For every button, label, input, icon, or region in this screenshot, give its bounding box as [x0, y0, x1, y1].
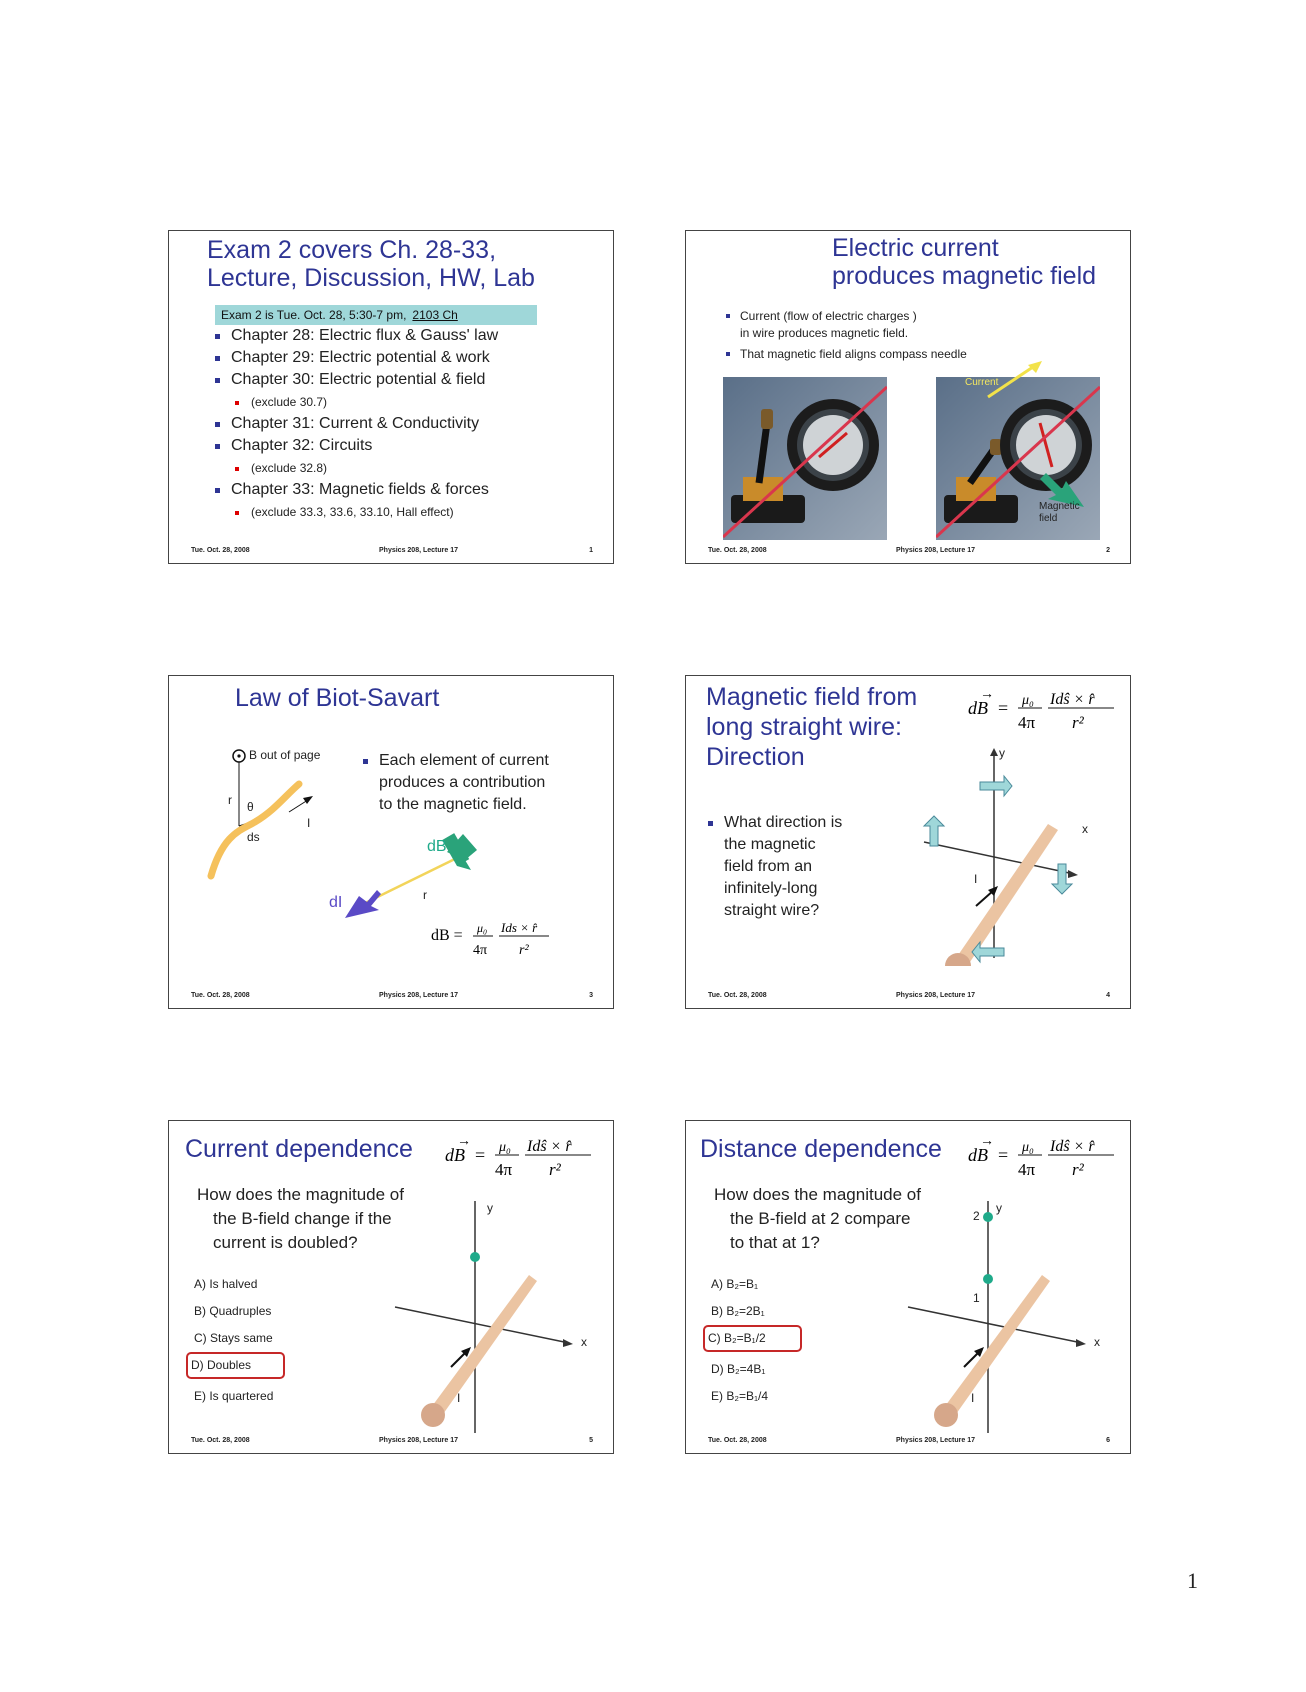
- slide-title: Distance dependence: [700, 1135, 942, 1163]
- biot-savart-formula: [431, 912, 561, 962]
- x-axis-label: x: [1082, 822, 1088, 836]
- r-vector-label: r: [423, 888, 427, 902]
- question-line: How does the magnitude of: [714, 1185, 921, 1204]
- y-axis-label: y: [487, 1201, 493, 1215]
- slide-footer: [191, 547, 593, 559]
- slide-footer: [708, 547, 1110, 559]
- dI-label: dI: [329, 894, 343, 911]
- svg-text:4π: 4π: [473, 943, 488, 958]
- list-item: Chapter 29: Electric potential & work: [213, 347, 498, 369]
- exam-info: Exam 2 is Tue. Oct. 28, 5:30-7 pm,: [221, 308, 407, 322]
- footer-date: Tue. Oct. 28, 2008: [191, 547, 250, 554]
- list-item-cont: in wire produces magnetic field.: [740, 326, 909, 340]
- svg-text:r²: r²: [1072, 713, 1084, 732]
- y-axis-label: y: [996, 1201, 1002, 1215]
- svg-text:dB =: dB =: [431, 927, 463, 944]
- slide-title: [207, 236, 535, 292]
- list-item: Chapter 28: Electric flux & Gauss' law: [213, 325, 498, 347]
- choice-c-selected[interactable]: C) B₂=B₁/2: [703, 1325, 802, 1352]
- wire-field-direction-diagram: [908, 746, 1108, 966]
- choice-b[interactable]: B) B₂=2B₁: [711, 1304, 765, 1318]
- x-axis-label: x: [1094, 1335, 1100, 1349]
- point-2-label: 2: [973, 1209, 980, 1223]
- bullet-list: [724, 307, 967, 363]
- list-subitem: (exclude 33.3, 33.6, 33.10, Hall effect): [213, 501, 498, 523]
- svg-text:4π: 4π: [495, 1160, 513, 1179]
- bullet-line: infinitely-long: [724, 880, 818, 897]
- question-line: How does the magnitude of: [197, 1185, 404, 1204]
- svg-text:=: =: [475, 1145, 486, 1165]
- x-axis-label: x: [581, 1335, 587, 1349]
- wire-axes-diagram: [389, 1197, 599, 1437]
- list-item: [361, 750, 549, 816]
- question-text: [197, 1183, 404, 1255]
- current-I-label: I: [457, 1391, 461, 1405]
- list-subitem: (exclude 30.7): [213, 391, 498, 413]
- footer-course: Physics 208, Lecture 17: [896, 1437, 975, 1444]
- slide-footer: [708, 992, 1110, 1004]
- svg-text:dB: dB: [445, 1145, 465, 1165]
- slide-number: 3: [589, 992, 593, 999]
- bullet-line: to the magnetic field.: [379, 796, 527, 813]
- list-item: [706, 812, 842, 922]
- theta-label: θ: [247, 800, 254, 814]
- wire-segment-diagram: [189, 742, 319, 882]
- svg-text:μ₀: μ₀: [499, 1140, 511, 1155]
- current-I-label: I: [974, 872, 978, 886]
- title-line: produces magnetic field: [832, 262, 1097, 290]
- biot-savart-formula: [968, 682, 1118, 738]
- bullet-line: produces a contribution: [379, 774, 546, 791]
- slide-number: 2: [1106, 547, 1110, 554]
- slide-4: [685, 675, 1131, 1009]
- footer-course: Physics 208, Lecture 17: [379, 547, 458, 554]
- bullet-line: What direction is: [724, 814, 843, 831]
- label-line: Magnetic: [1039, 501, 1080, 512]
- slide-footer: [191, 1437, 593, 1449]
- choice-d[interactable]: D) B₂=4B₁: [711, 1362, 766, 1376]
- slide-title: Law of Biot-Savart: [235, 684, 440, 712]
- footer-date: Tue. Oct. 28, 2008: [708, 992, 767, 999]
- biot-savart-formula: [968, 1129, 1118, 1185]
- bullet-line: the magnetic: [724, 836, 816, 853]
- svg-text:μ₀: μ₀: [1022, 693, 1034, 708]
- bullet-line: straight wire?: [724, 902, 820, 919]
- footer-date: Tue. Oct. 28, 2008: [191, 1437, 250, 1444]
- footer-date: Tue. Oct. 28, 2008: [708, 1437, 767, 1444]
- title-line: Magnetic field from: [706, 683, 918, 711]
- svg-text:=: =: [998, 698, 1009, 718]
- question-line: current is doubled?: [213, 1233, 358, 1252]
- compass-photo-before: [723, 377, 887, 540]
- current-label: Current: [965, 377, 999, 388]
- slide-number: 5: [589, 1437, 593, 1444]
- choice-a[interactable]: A) Is halved: [194, 1277, 258, 1291]
- svg-text:μ₀: μ₀: [477, 921, 488, 935]
- list-item: Current (flow of electric charges ): [724, 307, 967, 325]
- choice-e[interactable]: E) B₂=B₁/4: [711, 1389, 769, 1403]
- slide-footer: [191, 992, 593, 1004]
- current-I-label: I: [307, 816, 311, 830]
- slide-title: Current dependence: [185, 1135, 413, 1163]
- list-item: Chapter 33: Magnetic fields & forces: [213, 479, 498, 501]
- footer-date: Tue. Oct. 28, 2008: [191, 992, 250, 999]
- bullet-list: [361, 750, 549, 816]
- slide-number: 6: [1106, 1437, 1110, 1444]
- svg-text:Idŝ × r̂: Idŝ × r̂: [1050, 691, 1095, 708]
- slide-footer: [708, 1437, 1110, 1449]
- svg-text:Idŝ × r̂: Idŝ × r̂: [527, 1138, 572, 1155]
- svg-text:→: →: [980, 1134, 994, 1149]
- point-1-label: 1: [973, 1291, 980, 1305]
- slide-1: [168, 230, 614, 564]
- bullet-line: field from an: [724, 858, 813, 875]
- chapter-list: [213, 325, 498, 523]
- svg-text:4π: 4π: [1018, 1160, 1036, 1179]
- y-axis-label: y: [999, 746, 1005, 760]
- r-label: r: [228, 793, 232, 807]
- biot-savart-formula: [445, 1129, 595, 1185]
- list-item: Chapter 30: Electric potential & field: [213, 369, 498, 391]
- choice-a[interactable]: A) B₂=B₁: [711, 1277, 759, 1291]
- svg-text:dB: dB: [968, 698, 988, 718]
- slide-title: [832, 234, 1096, 290]
- title-line: Exam 2 covers Ch. 28-33,: [207, 236, 497, 264]
- svg-text:r²: r²: [519, 943, 529, 958]
- list-item: Chapter 32: Circuits: [213, 435, 498, 457]
- label-line: field: [1039, 513, 1058, 524]
- svg-text:μ₀: μ₀: [1022, 1140, 1034, 1155]
- footer-course: Physics 208, Lecture 17: [896, 992, 975, 999]
- choice-d-selected[interactable]: D) Doubles: [186, 1352, 285, 1379]
- question-line: the B-field change if the: [213, 1209, 392, 1228]
- question-line: the B-field at 2 compare: [730, 1209, 911, 1228]
- question-line: to that at 1?: [730, 1233, 820, 1252]
- title-line: long straight wire:: [706, 713, 902, 741]
- slide-2: [685, 230, 1131, 564]
- exam-info-bar: [215, 305, 537, 325]
- magnetic-field-label: [1039, 501, 1080, 525]
- slide-3: [168, 675, 614, 1009]
- slide-6: [685, 1120, 1131, 1454]
- svg-text:=: =: [998, 1145, 1009, 1165]
- slide-number: 4: [1106, 992, 1110, 999]
- title-line: Lecture, Discussion, HW, Lab: [207, 264, 535, 292]
- svg-text:r²: r²: [1072, 1160, 1084, 1179]
- answer-choices: [706, 1271, 802, 1410]
- title-line: Direction: [706, 743, 805, 771]
- svg-text:Ids × r̂: Ids × r̂: [501, 920, 538, 935]
- ds-label: ds: [247, 830, 260, 844]
- slide-number: 1: [589, 547, 593, 554]
- footer-course: Physics 208, Lecture 17: [379, 992, 458, 999]
- slide-title: [706, 682, 917, 772]
- choice-b[interactable]: B) Quadruples: [194, 1304, 272, 1318]
- page-number: 1: [1187, 1568, 1198, 1593]
- dB-label: dB: [427, 838, 447, 855]
- choice-c[interactable]: C) Stays same: [194, 1331, 273, 1345]
- choice-e[interactable]: E) Is quartered: [194, 1389, 274, 1403]
- svg-text:→: →: [980, 687, 994, 702]
- footer-date: Tue. Oct. 28, 2008: [708, 547, 767, 554]
- bullet-line: Each element of current: [379, 752, 549, 769]
- list-item: Chapter 31: Current & Conductivity: [213, 413, 498, 435]
- answer-choices: [189, 1271, 285, 1410]
- current-I-label: I: [971, 1391, 975, 1405]
- bullet-list: [706, 812, 842, 922]
- title-line: Electric current: [832, 234, 999, 262]
- list-item: That magnetic field aligns compass needle: [724, 345, 967, 363]
- slide-5: [168, 1120, 614, 1454]
- b-out-of-page-label: B out of page: [249, 748, 321, 762]
- footer-course: Physics 208, Lecture 17: [896, 547, 975, 554]
- footer-course: Physics 208, Lecture 17: [379, 1437, 458, 1444]
- question-text: [714, 1183, 921, 1255]
- exam-room: 2103 Ch: [412, 308, 458, 322]
- wire-axes-diagram: [902, 1197, 1112, 1437]
- svg-text:dB: dB: [968, 1145, 988, 1165]
- svg-text:→: →: [457, 1134, 471, 1149]
- list-subitem: (exclude 32.8): [213, 457, 498, 479]
- svg-text:4π: 4π: [1018, 713, 1036, 732]
- svg-text:r²: r²: [549, 1160, 561, 1179]
- svg-text:Idŝ × r̂: Idŝ × r̂: [1050, 1138, 1095, 1155]
